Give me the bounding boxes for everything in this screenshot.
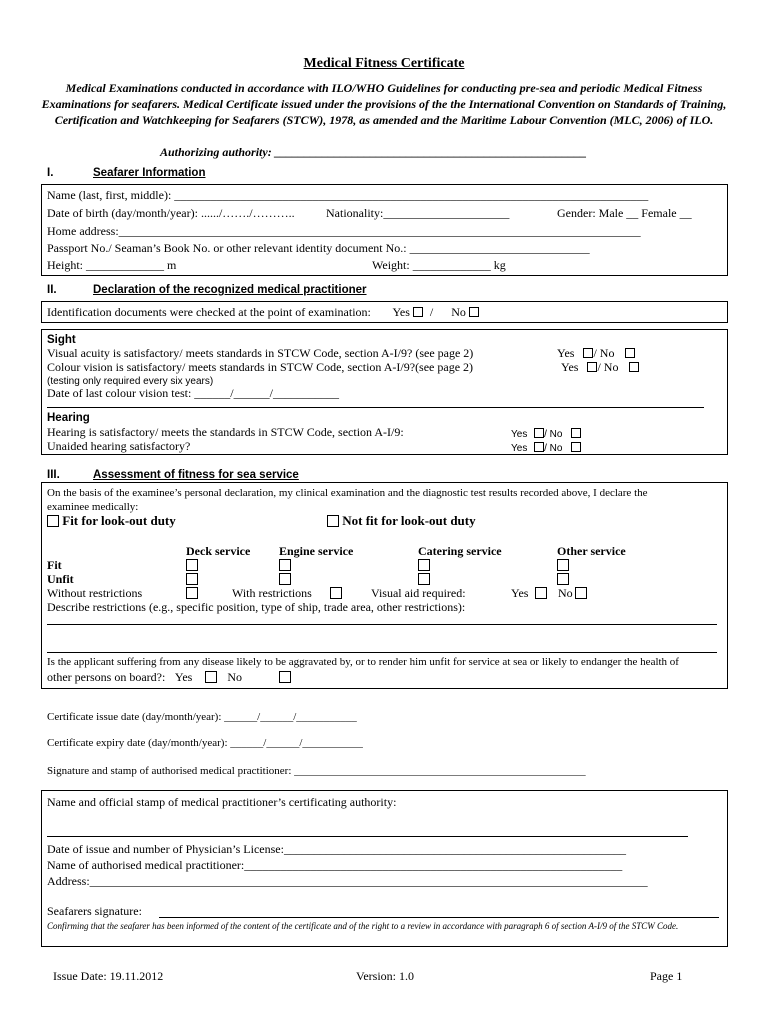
disease-yes-checkbox[interactable]	[205, 671, 217, 683]
disease-question: Is the applicant suffering from any disease likely to be aggravated by, or to render him unfit for service at sea or likely to endanger the health of	[47, 656, 679, 668]
unfit-deck-checkbox[interactable]	[186, 573, 198, 585]
fit-lookout-row	[47, 513, 176, 528]
visual-acuity-no-label: / No	[593, 346, 615, 360]
without-restrictions-label: Without restrictions	[47, 586, 143, 600]
restrictions-line-2[interactable]	[47, 652, 717, 653]
without-restrictions-checkbox[interactable]	[186, 587, 198, 599]
id-yes-label: Yes	[392, 305, 410, 319]
colour-vision-answer	[561, 360, 639, 375]
unfit-engine-checkbox[interactable]	[279, 573, 291, 585]
with-restrictions-checkbox[interactable]	[330, 587, 342, 599]
unfit-other-checkbox[interactable]	[557, 573, 569, 585]
describe-restrictions-label: Describe restrictions (e.g., specific position, type of ship, trade area, other restrictions):	[47, 600, 466, 614]
weight-field[interactable]: Weight: _____________ kg	[372, 258, 506, 272]
unaided-yes-checkbox[interactable]	[534, 442, 544, 452]
other-service-header: Other service	[557, 544, 626, 558]
disease-yes-label: Yes	[174, 670, 193, 684]
confirmation-note: Confirming that the seafarer has been informed of the content of the certificate and of the right to a review in accordance with paragraph 6 of section A-I/9 of the STCW Code.	[47, 921, 679, 931]
visual-aid-yes-label: Yes	[511, 586, 529, 600]
unfit-label: Unfit	[47, 572, 74, 586]
section-2-number: II.	[47, 284, 57, 296]
id-yes-checkbox[interactable]	[413, 307, 423, 317]
disease-no-label: No	[227, 670, 243, 684]
unaided-answer	[511, 441, 581, 456]
section-3-number: III.	[47, 469, 60, 481]
not-fit-lookout-label: Not fit for look-out duty	[342, 513, 476, 528]
footer-version: Version: 1.0	[356, 969, 414, 983]
colour-test-date-field[interactable]: Date of last colour vision test: ______/______/___________	[47, 386, 339, 400]
certificate-issue-date-field[interactable]: Certificate issue date (day/month/year): ______/______/___________	[47, 711, 357, 723]
visual-acuity-no-checkbox[interactable]	[625, 348, 635, 358]
visual-acuity-yes-checkbox[interactable]	[583, 348, 593, 358]
fit-deck-checkbox[interactable]	[186, 559, 198, 571]
id-no-checkbox[interactable]	[469, 307, 479, 317]
unaided-no-label: / No	[544, 443, 563, 454]
dob-field[interactable]: Date of birth (day/month/year): ....../……./………..	[47, 206, 295, 220]
visual-aid-label: Visual aid required:	[371, 586, 466, 600]
footer-issue-date: Issue Date: 19.11.2012	[53, 969, 164, 983]
colour-vision-no-label: / No	[597, 360, 619, 374]
certificate-expiry-date-field[interactable]: Certificate expiry date (day/month/year): ______/______/___________	[47, 737, 363, 749]
hearing-no-checkbox[interactable]	[571, 428, 581, 438]
unfit-catering-checkbox[interactable]	[418, 573, 430, 585]
section-1-number: I.	[47, 167, 54, 179]
seafarer-signature-line[interactable]	[159, 917, 719, 918]
colour-vision-no-checkbox[interactable]	[629, 362, 639, 372]
height-field[interactable]: Height: _____________ m	[47, 258, 177, 272]
declare-text-2: examinee medically:	[47, 501, 139, 513]
practitioner-name-field[interactable]: Name of authorised medical practitioner:_______________________________________________________________	[47, 858, 623, 872]
hearing-label: Hearing is satisfactory/ meets the standards in STCW Code, section A-I/9:	[47, 425, 404, 439]
fit-catering-checkbox[interactable]	[418, 559, 430, 571]
hearing-yes-checkbox[interactable]	[534, 428, 544, 438]
name-field[interactable]: Name (last, first, middle): _______________________________________________________________________________	[47, 188, 649, 202]
declare-text: On the basis of the examinee’s personal declaration, my clinical examination and the diagnostic test results recorded above, I declare the	[47, 487, 648, 499]
intro-paragraph: Medical Examinations conducted in accordance with ILO/WHO Guidelines for conducting pre-sea and periodic Medical Fitness Examinations for seafarers. Medical Certificate issued under the provisions of the the International Convention on Standards of Training, Certification and Watchkeeping for Seafarers (STCW), 1978, as amended and the Maritime Labour Convention (MLC, 2006) of ILO.	[41, 81, 727, 127]
authorizing-authority-field[interactable]: Authorizing authority: ____________________________________________________	[160, 145, 587, 159]
visual-acuity-answer	[557, 346, 635, 361]
colour-vision-yes-label: Yes	[561, 360, 579, 374]
unaided-hearing-label: Unaided hearing satisfactory?	[47, 439, 191, 453]
fit-lookout-label: Fit for look-out duty	[62, 513, 176, 528]
practitioner-signature-field[interactable]: Signature and stamp of authorised medical practitioner: _____________________________________________________	[47, 765, 586, 777]
deck-service-header: Deck service	[186, 544, 251, 558]
fit-other-checkbox[interactable]	[557, 559, 569, 571]
address-field[interactable]: Address:_____________________________________________________________________________________________	[47, 874, 648, 888]
disease-question-2: other persons on board?:	[47, 670, 166, 684]
seafarer-signature-label: Seafarers signature:	[47, 904, 142, 918]
restrictions-line-1[interactable]	[47, 624, 717, 625]
id-no-label: No	[451, 305, 466, 319]
visual-aid-no-label: No	[558, 586, 573, 600]
not-fit-lookout-checkbox[interactable]	[327, 515, 339, 527]
passport-field[interactable]: Passport No./ Seaman’s Book No. or other relevant identity document No.: ______________________________	[47, 241, 590, 255]
unaided-yes-label: Yes	[511, 443, 528, 454]
nationality-field[interactable]: Nationality:_____________________	[326, 206, 510, 220]
colour-vision-yes-checkbox[interactable]	[587, 362, 597, 372]
physician-license-field[interactable]: Date of issue and number of Physician’s License:_________________________________________________________	[47, 842, 626, 856]
fit-engine-checkbox[interactable]	[279, 559, 291, 571]
colour-vision-label: Colour vision is satisfactory/ meets standards in STCW Code, section A-I/9?(see page 2)	[47, 360, 474, 374]
colour-vision-note: (testing only required every six years)	[47, 376, 214, 387]
gender-field[interactable]: Gender: Male __ Female __	[557, 206, 692, 220]
name-stamp-label: Name and official stamp of medical practitioner’s certificating authority:	[47, 795, 397, 809]
hearing-heading: Hearing	[47, 412, 90, 424]
fit-lookout-checkbox[interactable]	[47, 515, 59, 527]
visual-acuity-label: Visual acuity is satisfactory/ meets standards in STCW Code, section A-I/9? (see page 2)	[47, 346, 474, 360]
sight-heading: Sight	[47, 334, 76, 346]
hearing-no-label: / No	[544, 429, 563, 440]
separator-line	[47, 407, 704, 408]
fit-label: Fit	[47, 558, 62, 572]
disease-no-checkbox[interactable]	[279, 671, 291, 683]
disease-answer-row	[47, 670, 291, 685]
id-slash: /	[429, 305, 434, 319]
footer-page-number: Page 1	[650, 969, 683, 983]
section-3-label: Assessment of fitness for sea service	[93, 469, 299, 481]
section-2-label: Declaration of the recognized medical practitioner	[93, 284, 367, 296]
hearing-answer	[511, 427, 581, 442]
engine-service-header: Engine service	[279, 544, 354, 558]
id-documents-label: Identification documents were checked at the point of examination:	[47, 305, 371, 319]
with-restrictions-label: With restrictions	[232, 586, 312, 600]
home-address-field[interactable]: Home address:_______________________________________________________________________________________	[47, 224, 641, 238]
id-documents-row	[47, 305, 479, 320]
not-fit-lookout-row	[327, 513, 476, 528]
visual-acuity-yes-label: Yes	[557, 346, 575, 360]
hearing-yes-label: Yes	[511, 429, 528, 440]
stamp-line[interactable]	[47, 836, 688, 837]
document-title: Medical Fitness Certificate	[303, 56, 465, 71]
catering-service-header: Catering service	[418, 544, 502, 558]
section-1-label: Seafarer Information	[93, 167, 206, 179]
visual-aid-no-checkbox[interactable]	[575, 587, 587, 599]
visual-aid-yes-checkbox[interactable]	[535, 587, 547, 599]
unaided-no-checkbox[interactable]	[571, 442, 581, 452]
